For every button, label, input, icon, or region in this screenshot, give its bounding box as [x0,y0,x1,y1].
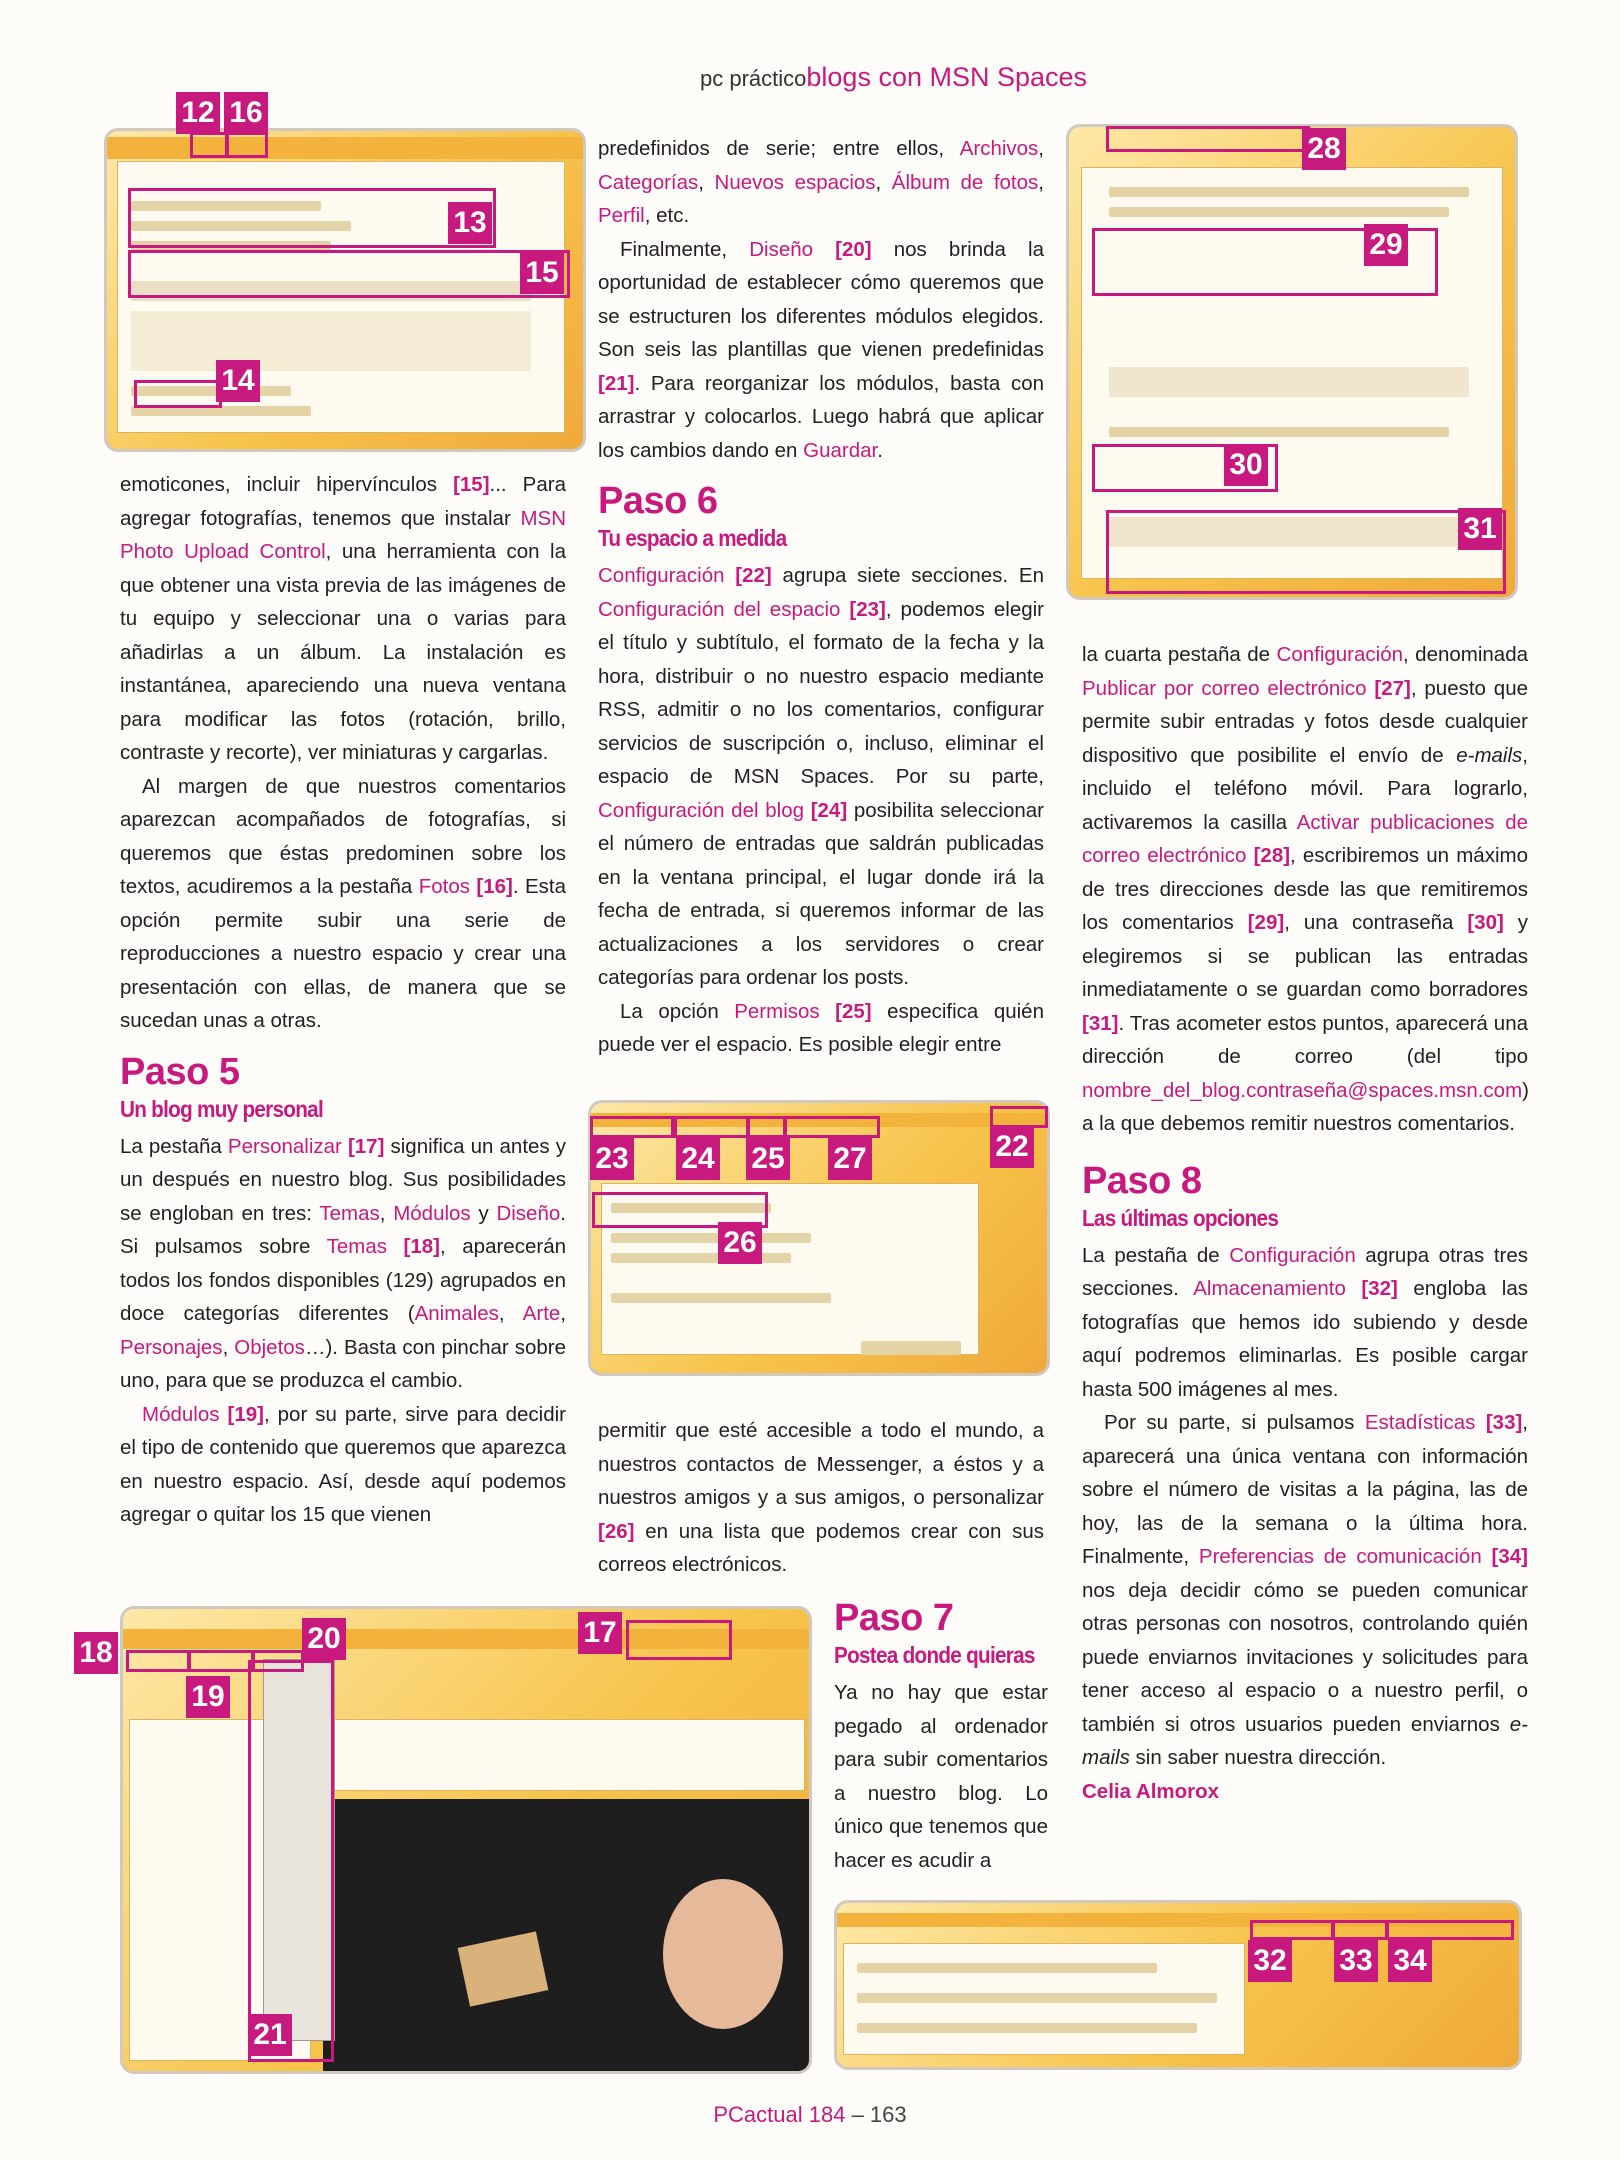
highlight-32 [1250,1920,1334,1940]
highlight-19 [188,1650,254,1672]
highlight-17 [626,1620,732,1660]
callout-15: 15 [520,252,564,294]
running-header: pc prácticoblogs con MSN Spaces [700,62,1088,92]
callout-16: 16 [224,92,268,134]
callout-27: 27 [828,1138,872,1180]
paso6-subtitle: Tu espacio a medida [598,525,787,551]
highlight-25 [746,1116,786,1138]
callout-19: 19 [186,1676,230,1718]
highlight-13 [128,188,496,248]
callout-25: 25 [746,1138,790,1180]
callout-29: 29 [1364,224,1408,266]
paso8-title: Paso 8 [1082,1159,1202,1202]
highlight-22 [990,1106,1048,1128]
callout-21: 21 [248,2014,292,2056]
col1-paragraph-3: La pestaña Personalizar [17] significa un antes y un después en nuestro blog. Sus posibilidades se engloban en tres: Temas, Módulos y Diseño. Si pulsamos sobre Temas [18], aparecerán todos los fondos disponibles (129) agrupados en doce categorías diferentes (Animales, Arte, Personajes, Objetos…). Basta con pinchar sobre uno, para que se produzca el cambio. [120,1134,567,1392]
col3-paragraph-2: La pestaña de Configuración agrupa otras tres secciones. Almacenamiento [32] engloba las fotografías que hemos ido subiendo y desde aquí podremos eliminarlas. Es posible cargar hasta 500 imágenes al mes. [1082,1243,1529,1401]
col2-paragraph-3: Configuración [22] agrupa siete secciones. En Configuración del espacio [23], podemos elegir el título y subtítulo, el formato de la fecha y la hora, distribuir o no nuestro espacio mediante RSS, admitir o no los comentarios, configurar servicios de suscripción o, incluso, eliminar el espacio de MSN Spaces. Por su parte, Configuración del blog [24] posibilita seleccionar el número de entradas que saldrán publicadas en la ventana principal, el lugar donde irá la fecha de entrada, si queremos informar de las actualizaciones a los servidores o crear categorías para ordenar los posts. [598,564,1045,989]
page-footer [0,2102,1620,2128]
screenshot-permissions [588,1100,1050,1376]
column-2-lower [598,1414,1044,1582]
col1-paragraph-1: emoticones, incluir hipervínculos [15]... Para agregar fotografías, tenemos que instalar MSN Photo Upload Control, una herramienta con la que obtener una vista previa de las imágenes de tu equipo y seleccionar una o varias para añadirlas a un álbum. La instalación es instantánea, apareciendo una nueva ventana para modificar las fotos (rotación, brillo, contraste y recorte), ver miniaturas y cargarlas. [120,473,567,764]
callout-20: 20 [302,1618,346,1660]
paso5-title: Paso 5 [120,1050,240,1093]
paso7-title: Paso 7 [834,1597,954,1639]
callout-24: 24 [676,1138,720,1180]
highlight-15 [128,250,570,298]
callout-12: 12 [176,92,220,134]
header-title: blogs con MSN Spaces [806,62,1088,92]
highlight-16 [226,132,268,158]
highlight-18 [126,1650,190,1672]
highlight-28 [1106,126,1310,152]
col3-paragraph-3: Por su parte, si pulsamos Estadísticas [33], aparecerá una única ventana con información sobre el número de visitas a la página, las de hoy, las de la semana o la última hora. Finalmente, Preferencias de comunicación [34] nos deja decidir cómo se pueden comunicar otras personas con nosotros, controlando quién puede enviarnos invitaciones y solicitudes para tener acceso al espacio o a nuestro perfil, o también si otros usuarios pueden enviarnos e-mails sin saber nuestra dirección. [1082,1411,1528,1769]
callout-17: 17 [578,1612,622,1654]
magazine-name: PCactual 184 [713,2102,846,2127]
callout-26: 26 [718,1222,762,1264]
highlight-31 [1106,510,1506,594]
col1-paragraph-2: Al margen de que nuestros comentarios aparezcan acompañados de fotografías, si queremos que éstas predominen sobre los textos, acudiremos a la pestaña Fotos [16]. Esta opción permite subir una serie de reproducciones a nuestro espacio y crear una presentación con ellas, de manera que se sucedan unas a otras. [120,774,567,1032]
callout-14: 14 [216,360,260,402]
callout-18: 18 [74,1632,118,1674]
callout-13: 13 [448,202,492,244]
paso6-title: Paso 6 [598,480,718,522]
col2-paragraph-2: Finalmente, Diseño [20] nos brinda la oportunidad de establecer cómo queremos que se estructuren los diferentes módulos elegidos. Son seis las plantillas que vienen predefinidas [21]. Para reorganizar los módulos, basta con arrastrar y colocarlos. Luego habrá que aplicar los cambios dando en Guardar. [598,237,1044,462]
paso5-subtitle: Un blog muy personal [120,1095,323,1122]
callout-31: 31 [1458,508,1502,550]
highlight-12 [190,132,228,158]
column-2-upper [598,132,1044,1062]
callout-30: 30 [1224,444,1268,486]
callout-23: 23 [590,1138,634,1180]
highlight-14 [134,380,222,408]
paso7-column [834,1596,1048,1877]
page-number: – 163 [845,2102,907,2127]
col2-paragraph-6: Ya no hay que estar pegado al ordenador para subir comentarios a nuestro blog. Lo único que tenemos que hacer es acudir a [834,1681,1048,1872]
callout-22: 22 [990,1126,1034,1168]
author: Celia Almorox [1082,1779,1220,1803]
callout-33: 33 [1334,1940,1378,1982]
column-1 [120,468,566,1532]
col2-paragraph-5: permitir que esté accesible a todo el mundo, a nuestros contactos de Messenger, a éstos y a nuestros amigos y a sus amigos, o personalizar [26] en una lista que podemos crear con sus correos electrónicos. [598,1419,1044,1576]
col2-paragraph-4: La opción Permisos [25] especifica quién puede ver el espacio. Es posible elegir entre [598,999,1044,1056]
callout-34: 34 [1388,1940,1432,1982]
highlight-34 [1386,1920,1514,1940]
highlight-27 [784,1116,880,1138]
highlight-21 [248,1660,334,2062]
paso8-subtitle: Las últimas opciones [1082,1204,1279,1231]
callout-32: 32 [1248,1940,1292,1982]
highlight-33 [1332,1920,1388,1940]
paso7-subtitle: Postea donde quieras [834,1642,1035,1668]
column-3 [1082,638,1528,1808]
col1-paragraph-4: Módulos [19], por su parte, sirve para decidir el tipo de contenido que queremos que aparezca en nuestro espacio. Así, desde aquí podemos agregar o quitar los 15 que vienen [120,1402,566,1526]
highlight-24 [674,1116,750,1138]
highlight-23 [590,1116,674,1138]
col2-paragraph-1: predefinidos de serie; entre ellos, Archivos, Categorías, Nuevos espacios, Álbum de fotos, Perfil, etc. [598,137,1044,227]
col3-paragraph-1: la cuarta pestaña de Configuración, denominada Publicar por correo electrónico [27], puesto que permite subir entradas y fotos desde cualquier dispositivo que posibilite el envío de e-mails, incluido el teléfono móvil. Para lograrlo, activaremos la casilla Activar publicaciones de correo electrónico [28], escribiremos un máximo de tres direcciones desde las que remitiremos los comentarios [29], una contraseña [30] y elegiremos si se publican las entradas inmediatamente o se guardan como borradores [31]. Tras acometer estos puntos, aparecerá una dirección de correo (del tipo nombre_del_blog.contraseña@spaces.msn.com) a la que debemos remitir nuestros comentarios. [1082,643,1529,1135]
baby-face [663,1879,783,2029]
callout-28: 28 [1302,128,1346,170]
